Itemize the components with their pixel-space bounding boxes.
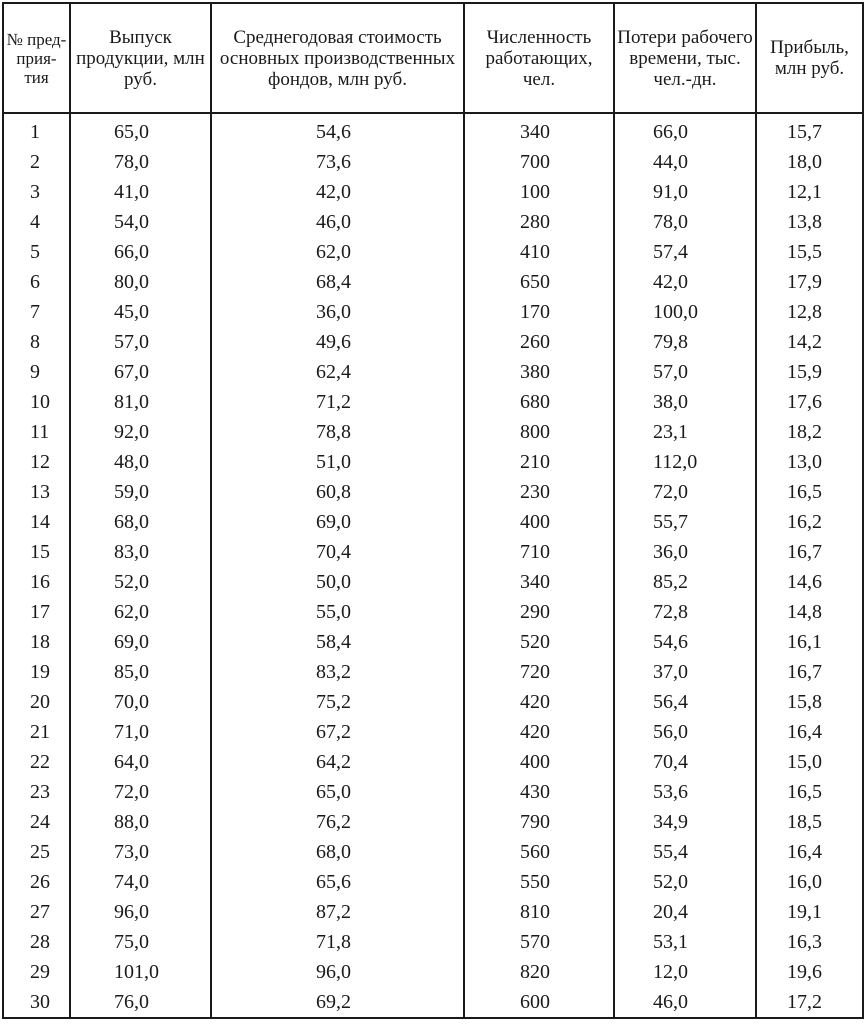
time-losses-cell: 53,6 [614, 777, 756, 807]
table-row [3, 927, 863, 957]
enterprise-number-cell: 4 [3, 207, 70, 237]
table-row [3, 987, 863, 1018]
output-cell: 66,0 [70, 237, 211, 267]
employees-cell: 650 [464, 267, 614, 297]
fixed-assets-cell: 70,4 [211, 537, 464, 567]
profit-cell: 16,7 [756, 537, 863, 567]
time-losses-cell: 20,4 [614, 897, 756, 927]
enterprise-number-cell: 19 [3, 657, 70, 687]
profit-cell: 16,3 [756, 927, 863, 957]
fixed-assets-cell: 36,0 [211, 297, 464, 327]
output-cell: 75,0 [70, 927, 211, 957]
enterprise-number-cell: 30 [3, 987, 70, 1018]
employees-cell: 600 [464, 987, 614, 1018]
profit-cell: 12,1 [756, 177, 863, 207]
enterprise-number-cell: 9 [3, 357, 70, 387]
profit-cell: 19,6 [756, 957, 863, 987]
table-row [3, 327, 863, 357]
employees-cell: 380 [464, 357, 614, 387]
enterprise-number-cell: 11 [3, 417, 70, 447]
fixed-assets-cell: 83,2 [211, 657, 464, 687]
table-row [3, 627, 863, 657]
table-row [3, 387, 863, 417]
time-losses-cell: 56,4 [614, 687, 756, 717]
fixed-assets-cell: 68,4 [211, 267, 464, 297]
profit-cell: 19,1 [756, 897, 863, 927]
fixed-assets-cell: 96,0 [211, 957, 464, 987]
output-cell: 59,0 [70, 477, 211, 507]
time-losses-cell: 56,0 [614, 717, 756, 747]
output-cell: 57,0 [70, 327, 211, 357]
fixed-assets-cell: 76,2 [211, 807, 464, 837]
table-row [3, 147, 863, 177]
enterprise-data-sheet [2, 2, 862, 1024]
output-cell: 69,0 [70, 627, 211, 657]
fixed-assets-cell: 69,0 [211, 507, 464, 537]
fixed-assets-cell: 55,0 [211, 597, 464, 627]
table-row [3, 657, 863, 687]
time-losses-cell: 100,0 [614, 297, 756, 327]
fixed-assets-cell: 54,6 [211, 113, 464, 147]
header-row [3, 3, 863, 113]
profit-cell: 16,4 [756, 717, 863, 747]
profit-cell: 15,5 [756, 237, 863, 267]
profit-cell: 16,2 [756, 507, 863, 537]
output-cell: 45,0 [70, 297, 211, 327]
table-row [3, 177, 863, 207]
output-cell: 74,0 [70, 867, 211, 897]
table-row [3, 417, 863, 447]
table-row [3, 747, 863, 777]
time-losses-cell: 37,0 [614, 657, 756, 687]
employees-cell: 340 [464, 567, 614, 597]
employees-cell: 210 [464, 447, 614, 477]
profit-cell: 12,8 [756, 297, 863, 327]
table-row [3, 113, 863, 147]
time-losses-cell: 85,2 [614, 567, 756, 597]
output-cell: 67,0 [70, 357, 211, 387]
fixed-assets-cell: 87,2 [211, 897, 464, 927]
profit-cell: 15,8 [756, 687, 863, 717]
profit-cell: 14,8 [756, 597, 863, 627]
output-cell: 71,0 [70, 717, 211, 747]
table-header [3, 3, 863, 113]
fixed-assets-cell: 51,0 [211, 447, 464, 477]
time-losses-cell: 57,0 [614, 357, 756, 387]
table-row [3, 357, 863, 387]
fixed-assets-cell: 69,2 [211, 987, 464, 1018]
time-losses-cell: 46,0 [614, 987, 756, 1018]
output-cell: 88,0 [70, 807, 211, 837]
profit-cell: 15,9 [756, 357, 863, 387]
enterprise-number-cell: 14 [3, 507, 70, 537]
employees-cell: 820 [464, 957, 614, 987]
enterprise-number-cell: 5 [3, 237, 70, 267]
fixed-assets-cell: 50,0 [211, 567, 464, 597]
employees-cell: 810 [464, 897, 614, 927]
fixed-assets-cell: 68,0 [211, 837, 464, 867]
employees-cell: 100 [464, 177, 614, 207]
employees-cell: 710 [464, 537, 614, 567]
enterprise-number-cell: 1 [3, 113, 70, 147]
profit-cell: 16,5 [756, 477, 863, 507]
table-row [3, 237, 863, 267]
employees-cell: 340 [464, 113, 614, 147]
fixed-assets-cell: 71,2 [211, 387, 464, 417]
enterprise-number-cell: 7 [3, 297, 70, 327]
time-losses-cell: 79,8 [614, 327, 756, 357]
enterprise-number-cell: 22 [3, 747, 70, 777]
output-cell: 62,0 [70, 597, 211, 627]
profit-cell: 13,0 [756, 447, 863, 477]
fixed-assets-cell: 64,2 [211, 747, 464, 777]
time-losses-cell: 38,0 [614, 387, 756, 417]
time-losses-cell: 44,0 [614, 147, 756, 177]
time-losses-cell: 55,7 [614, 507, 756, 537]
time-losses-cell: 78,0 [614, 207, 756, 237]
table-row [3, 297, 863, 327]
table-row [3, 807, 863, 837]
enterprise-number-cell: 10 [3, 387, 70, 417]
time-losses-cell: 52,0 [614, 867, 756, 897]
fixed-assets-cell: 65,6 [211, 867, 464, 897]
profit-cell: 13,8 [756, 207, 863, 237]
fixed-assets-cell: 75,2 [211, 687, 464, 717]
employees-cell: 170 [464, 297, 614, 327]
profit-cell: 14,2 [756, 327, 863, 357]
time-losses-cell: 72,0 [614, 477, 756, 507]
profit-cell: 16,4 [756, 837, 863, 867]
table-row [3, 597, 863, 627]
table-row [3, 687, 863, 717]
employees-cell: 400 [464, 507, 614, 537]
employees-cell: 400 [464, 747, 614, 777]
table-row [3, 207, 863, 237]
profit-cell: 16,5 [756, 777, 863, 807]
enterprise-number-cell: 17 [3, 597, 70, 627]
enterprise-number-cell: 16 [3, 567, 70, 597]
enterprise-number-cell: 15 [3, 537, 70, 567]
employees-cell: 430 [464, 777, 614, 807]
fixed-assets-cell: 71,8 [211, 927, 464, 957]
output-cell: 101,0 [70, 957, 211, 987]
time-losses-cell: 42,0 [614, 267, 756, 297]
output-cell: 76,0 [70, 987, 211, 1018]
employees-cell: 560 [464, 837, 614, 867]
time-losses-cell: 54,6 [614, 627, 756, 657]
output-cell: 65,0 [70, 113, 211, 147]
table-row [3, 897, 863, 927]
output-cell: 68,0 [70, 507, 211, 537]
profit-cell: 16,0 [756, 867, 863, 897]
employees-cell: 520 [464, 627, 614, 657]
employees-cell: 230 [464, 477, 614, 507]
fixed-assets-cell: 78,8 [211, 417, 464, 447]
enterprise-number-cell: 28 [3, 927, 70, 957]
time-losses-cell: 57,4 [614, 237, 756, 267]
employees-cell: 290 [464, 597, 614, 627]
time-losses-cell: 112,0 [614, 447, 756, 477]
employees-cell: 260 [464, 327, 614, 357]
header-profit: Прибыль, млн руб. [756, 3, 863, 113]
fixed-assets-cell: 46,0 [211, 207, 464, 237]
enterprise-number-cell: 29 [3, 957, 70, 987]
output-cell: 80,0 [70, 267, 211, 297]
time-losses-cell: 91,0 [614, 177, 756, 207]
enterprise-number-cell: 27 [3, 897, 70, 927]
output-cell: 96,0 [70, 897, 211, 927]
fixed-assets-cell: 60,8 [211, 477, 464, 507]
profit-cell: 14,6 [756, 567, 863, 597]
output-cell: 41,0 [70, 177, 211, 207]
employees-cell: 720 [464, 657, 614, 687]
profit-cell: 16,1 [756, 627, 863, 657]
output-cell: 78,0 [70, 147, 211, 177]
profit-cell: 16,7 [756, 657, 863, 687]
header-fixed-assets: Среднегодовая стоимость основных производственных фондов, млн руб. [211, 3, 464, 113]
time-losses-cell: 72,8 [614, 597, 756, 627]
output-cell: 48,0 [70, 447, 211, 477]
header-output: Выпуск продукции, млн руб. [70, 3, 211, 113]
output-cell: 81,0 [70, 387, 211, 417]
fixed-assets-cell: 58,4 [211, 627, 464, 657]
enterprise-number-cell: 24 [3, 807, 70, 837]
profit-cell: 17,6 [756, 387, 863, 417]
time-losses-cell: 70,4 [614, 747, 756, 777]
time-losses-cell: 53,1 [614, 927, 756, 957]
fixed-assets-cell: 62,0 [211, 237, 464, 267]
enterprise-number-cell: 6 [3, 267, 70, 297]
enterprise-number-cell: 13 [3, 477, 70, 507]
fixed-assets-cell: 49,6 [211, 327, 464, 357]
enterprise-number-cell: 3 [3, 177, 70, 207]
employees-cell: 790 [464, 807, 614, 837]
table-row [3, 867, 863, 897]
table-row [3, 717, 863, 747]
output-cell: 83,0 [70, 537, 211, 567]
table-row [3, 477, 863, 507]
table-row [3, 447, 863, 477]
profit-cell: 18,2 [756, 417, 863, 447]
table-row [3, 267, 863, 297]
enterprise-number-cell: 20 [3, 687, 70, 717]
output-cell: 70,0 [70, 687, 211, 717]
table-row [3, 837, 863, 867]
fixed-assets-cell: 73,6 [211, 147, 464, 177]
table-row [3, 537, 863, 567]
time-losses-cell: 23,1 [614, 417, 756, 447]
header-time-losses: Потери рабочего времени, тыс. чел.-дн. [614, 3, 756, 113]
employees-cell: 700 [464, 147, 614, 177]
header-employees: Численность работающих, чел. [464, 3, 614, 113]
enterprise-number-cell: 2 [3, 147, 70, 177]
table-row [3, 507, 863, 537]
enterprise-number-cell: 25 [3, 837, 70, 867]
table-row [3, 957, 863, 987]
enterprise-indicators-table [2, 2, 864, 1019]
output-cell: 72,0 [70, 777, 211, 807]
fixed-assets-cell: 42,0 [211, 177, 464, 207]
enterprise-number-cell: 8 [3, 327, 70, 357]
employees-cell: 280 [464, 207, 614, 237]
table-row [3, 567, 863, 597]
enterprise-number-cell: 26 [3, 867, 70, 897]
output-cell: 73,0 [70, 837, 211, 867]
fixed-assets-cell: 65,0 [211, 777, 464, 807]
profit-cell: 17,9 [756, 267, 863, 297]
output-cell: 92,0 [70, 417, 211, 447]
employees-cell: 420 [464, 687, 614, 717]
table-row [3, 777, 863, 807]
enterprise-number-cell: 18 [3, 627, 70, 657]
time-losses-cell: 12,0 [614, 957, 756, 987]
header-enterprise-number: № пред-прия-тия [3, 3, 70, 113]
enterprise-number-cell: 21 [3, 717, 70, 747]
time-losses-cell: 36,0 [614, 537, 756, 567]
fixed-assets-cell: 62,4 [211, 357, 464, 387]
profit-cell: 17,2 [756, 987, 863, 1018]
profit-cell: 15,7 [756, 113, 863, 147]
time-losses-cell: 55,4 [614, 837, 756, 867]
output-cell: 64,0 [70, 747, 211, 777]
enterprise-number-cell: 12 [3, 447, 70, 477]
employees-cell: 800 [464, 417, 614, 447]
profit-cell: 18,0 [756, 147, 863, 177]
table-body [3, 113, 863, 1018]
enterprise-number-cell: 23 [3, 777, 70, 807]
time-losses-cell: 34,9 [614, 807, 756, 837]
employees-cell: 570 [464, 927, 614, 957]
output-cell: 54,0 [70, 207, 211, 237]
employees-cell: 420 [464, 717, 614, 747]
employees-cell: 410 [464, 237, 614, 267]
output-cell: 85,0 [70, 657, 211, 687]
employees-cell: 550 [464, 867, 614, 897]
employees-cell: 680 [464, 387, 614, 417]
profit-cell: 18,5 [756, 807, 863, 837]
time-losses-cell: 66,0 [614, 113, 756, 147]
fixed-assets-cell: 67,2 [211, 717, 464, 747]
profit-cell: 15,0 [756, 747, 863, 777]
output-cell: 52,0 [70, 567, 211, 597]
